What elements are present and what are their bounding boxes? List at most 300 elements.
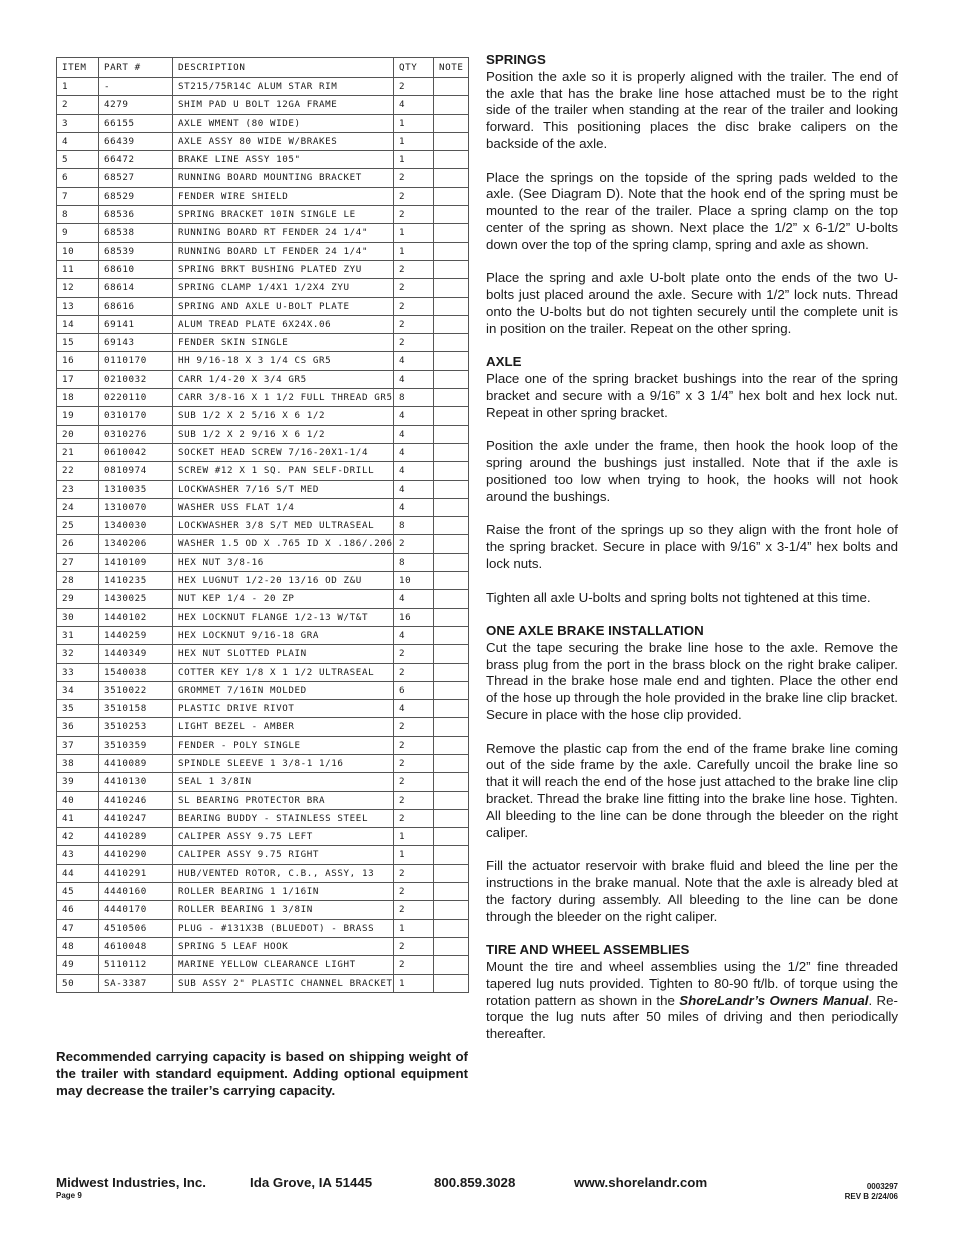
cell-quantity: 1 (394, 846, 434, 864)
cell-quantity: 2 (394, 883, 434, 901)
table-row (57, 389, 469, 407)
footer-city: Ida Grove, IA 51445 (250, 1175, 373, 1190)
cell-item-number: 35 (57, 700, 99, 718)
cell-part-number: 1430025 (99, 590, 173, 608)
table-row (57, 956, 469, 974)
cell-description: HEX NUT SLOTTED PLAIN (173, 645, 394, 663)
cell-quantity: 2 (394, 187, 434, 205)
cell-note (434, 297, 469, 315)
cell-description: SUB ASSY 2" PLASTIC CHANNEL BRACKET (173, 974, 394, 992)
table-row (57, 754, 469, 772)
table-row (57, 883, 469, 901)
cell-item-number: 10 (57, 242, 99, 260)
cell-quantity: 2 (394, 206, 434, 224)
axle-paragraph-3: Raise the front of the springs up so they align with the front hole of the spring bracket. Secure in place with 9/16” x 3-1/4” hex bolts and lock nuts. (486, 522, 898, 571)
table-row (57, 114, 469, 132)
cell-part-number: 4440170 (99, 901, 173, 919)
table-row (57, 608, 469, 626)
cell-item-number: 40 (57, 791, 99, 809)
cell-note (434, 315, 469, 333)
carrying-capacity-note: Recommended carrying capacity is based on shipping weight of the trailer with standard equipment. Adding optional equipment may decrease the trailer’s carrying capacity. (56, 1049, 468, 1098)
brake-paragraph-3: Fill the actuator reservoir with brake fluid and bleed the line per the instructions in the brake manual. Note that the axle is already bled at the factory during assembly. All bleeding to the line can be done through the bleeder on the right caliper. (486, 858, 898, 924)
header-qty: QTY (394, 58, 434, 78)
cell-note (434, 498, 469, 516)
cell-quantity: 2 (394, 773, 434, 791)
brake-installation-heading: ONE AXLE BRAKE INSTALLATION (486, 623, 704, 639)
cell-description: SPRING AND AXLE U-BOLT PLATE (173, 297, 394, 315)
cell-description: LIGHT BEZEL - AMBER (173, 718, 394, 736)
table-row (57, 663, 469, 681)
table-row (57, 864, 469, 882)
cell-item-number: 43 (57, 846, 99, 864)
cell-note (434, 791, 469, 809)
cell-note (434, 828, 469, 846)
cell-description: FENDER WIRE SHIELD (173, 187, 394, 205)
table-row (57, 78, 469, 96)
cell-description: SUB 1/2 X 2 9/16 X 6 1/2 (173, 425, 394, 443)
table-row (57, 974, 469, 992)
cell-note (434, 206, 469, 224)
cell-part-number: 3510359 (99, 736, 173, 754)
cell-item-number: 20 (57, 425, 99, 443)
cell-quantity: 2 (394, 754, 434, 772)
cell-description: HH 9/16-18 X 3 1/4 CS GR5 (173, 352, 394, 370)
cell-description: SOCKET HEAD SCREW 7/16-20X1-1/4 (173, 443, 394, 461)
cell-quantity: 2 (394, 956, 434, 974)
cell-note (434, 334, 469, 352)
cell-description: BRAKE LINE ASSY 105" (173, 151, 394, 169)
cell-item-number: 22 (57, 462, 99, 480)
tire-text-start: Mount the tire and wheel assemblies using the 1/2” fine threaded tapered lug nuts provided. Tighten to 80-90 ft/lb. of torque using the rotation pattern as shown in the (486, 959, 898, 1008)
cell-note (434, 517, 469, 535)
cell-quantity: 2 (394, 279, 434, 297)
cell-item-number: 27 (57, 553, 99, 571)
cell-part-number: 68536 (99, 206, 173, 224)
axle-paragraph-4: Tighten all axle U-bolts and spring bolts not tightened at this time. (486, 589, 871, 605)
cell-description: AXLE WMENT (80 WIDE) (173, 114, 394, 132)
header-part-number: PART # (99, 58, 173, 78)
cell-description: RUNNING BOARD MOUNTING BRACKET (173, 169, 394, 187)
cell-part-number: 3510253 (99, 718, 173, 736)
cell-part-number: 0110170 (99, 352, 173, 370)
cell-note (434, 718, 469, 736)
table-row (57, 443, 469, 461)
cell-note (434, 187, 469, 205)
cell-note (434, 956, 469, 974)
cell-item-number: 17 (57, 370, 99, 388)
cell-part-number: 68610 (99, 260, 173, 278)
cell-note (434, 681, 469, 699)
cell-item-number: 49 (57, 956, 99, 974)
cell-quantity: 2 (394, 315, 434, 333)
cell-quantity: 8 (394, 389, 434, 407)
table-row (57, 224, 469, 242)
cell-item-number: 41 (57, 809, 99, 827)
cell-quantity: 4 (394, 425, 434, 443)
cell-description: SUB 1/2 X 2 5/16 X 6 1/2 (173, 407, 394, 425)
cell-description: HEX NUT 3/8-16 (173, 553, 394, 571)
cell-part-number: 4610048 (99, 937, 173, 955)
cell-part-number: 1540038 (99, 663, 173, 681)
brake-paragraph-1: Cut the tape securing the brake line hose to the axle. Remove the brass plug from the port in the brass block on the right brake caliper. Thread in the brake hose male end and tighten. Place the other end of the hose up through the hole provided in the brake line clip bracket. Secure in place with the hose clip provided. (486, 639, 898, 723)
cell-quantity: 2 (394, 169, 434, 187)
instructions-column (486, 52, 898, 1060)
cell-quantity: 6 (394, 681, 434, 699)
cell-note (434, 132, 469, 150)
table-row (57, 572, 469, 590)
table-row (57, 773, 469, 791)
cell-item-number: 11 (57, 260, 99, 278)
cell-item-number: 18 (57, 389, 99, 407)
owners-manual-title: ShoreLandr’s Owners Manual (679, 992, 869, 1008)
cell-item-number: 15 (57, 334, 99, 352)
brake-paragraph-2: Remove the plastic cap from the end of the frame brake line coming out of the side frame by the axle. Carefully uncoil the brake line so that it will reach the end of the hose just attached to the brake line clip bracket. Thread the brake line fitting into the brake line hose. Tighten. All bleeding to the line can be done through the bleeder on the right caliper. (486, 740, 898, 840)
cell-quantity: 2 (394, 718, 434, 736)
table-row (57, 206, 469, 224)
footer-document-number: 0003297 (866, 1182, 898, 1191)
table-row (57, 370, 469, 388)
cell-note (434, 883, 469, 901)
cell-note (434, 553, 469, 571)
cell-description: HUB/VENTED ROTOR, C.B., ASSY, 13 (173, 864, 394, 882)
cell-item-number: 14 (57, 315, 99, 333)
cell-part-number: - (99, 78, 173, 96)
cell-part-number: 4279 (99, 96, 173, 114)
cell-part-number: 68529 (99, 187, 173, 205)
cell-part-number: 4510506 (99, 919, 173, 937)
cell-part-number: 1310070 (99, 498, 173, 516)
springs-paragraph-2: Place the springs on the topside of the spring pads welded to the axle. (See Diagram D). Note that the hook end of the spring must be mounted to the rear of the trailer. Place a spring clamp on the top center of the spring as shown. Next place the 1/2” x 6-1/2” U-bolts down over the top of the spring clamp, spring and axle as shown. (486, 169, 898, 252)
cell-note (434, 809, 469, 827)
cell-quantity: 2 (394, 78, 434, 96)
cell-part-number: 4410289 (99, 828, 173, 846)
cell-note (434, 443, 469, 461)
cell-note (434, 279, 469, 297)
cell-note (434, 260, 469, 278)
cell-quantity: 2 (394, 809, 434, 827)
cell-note (434, 462, 469, 480)
cell-quantity: 1 (394, 974, 434, 992)
cell-part-number: SA-3387 (99, 974, 173, 992)
footer-company: Midwest Industries, Inc. (56, 1175, 206, 1190)
cell-description: GROMMET 7/16IN MOLDED (173, 681, 394, 699)
cell-item-number: 34 (57, 681, 99, 699)
cell-part-number: 1440102 (99, 608, 173, 626)
springs-paragraph-1: Position the axle so it is properly aligned with the trailer. The end of the axle that has the brake line hose attached must be to the right side of the trailer when standing at the rear of the trailer and looking forward. This positioning places the disc brake calipers on the backside of the axle. (486, 68, 898, 151)
table-row (57, 187, 469, 205)
cell-note (434, 700, 469, 718)
cell-quantity: 8 (394, 553, 434, 571)
cell-item-number: 31 (57, 626, 99, 644)
cell-description: RUNNING BOARD RT FENDER 24 1/4" (173, 224, 394, 242)
cell-note (434, 96, 469, 114)
cell-note (434, 425, 469, 443)
cell-item-number: 8 (57, 206, 99, 224)
cell-description: WASHER USS FLAT 1/4 (173, 498, 394, 516)
cell-note (434, 846, 469, 864)
cell-quantity: 10 (394, 572, 434, 590)
cell-item-number: 36 (57, 718, 99, 736)
cell-part-number: 0310170 (99, 407, 173, 425)
cell-quantity: 1 (394, 242, 434, 260)
table-row (57, 718, 469, 736)
cell-quantity: 4 (394, 498, 434, 516)
cell-note (434, 901, 469, 919)
table-row (57, 96, 469, 114)
cell-quantity: 1 (394, 828, 434, 846)
cell-item-number: 3 (57, 114, 99, 132)
cell-description: WASHER 1.5 OD X .765 ID X .186/.206 (173, 535, 394, 553)
cell-note (434, 663, 469, 681)
cell-quantity: 1 (394, 224, 434, 242)
table-row (57, 626, 469, 644)
cell-note (434, 352, 469, 370)
cell-quantity: 2 (394, 864, 434, 882)
cell-description: ROLLER BEARING 1 3/8IN (173, 901, 394, 919)
cell-description: ALUM TREAD PLATE 6X24X.06 (173, 315, 394, 333)
springs-heading: SPRINGS (486, 52, 546, 67)
cell-note (434, 169, 469, 187)
tire-wheel-heading: TIRE AND WHEEL ASSEMBLIES (486, 942, 690, 958)
table-row (57, 919, 469, 937)
cell-item-number: 29 (57, 590, 99, 608)
cell-quantity: 4 (394, 700, 434, 718)
cell-note (434, 645, 469, 663)
cell-part-number: 69141 (99, 315, 173, 333)
cell-note (434, 242, 469, 260)
cell-quantity: 2 (394, 535, 434, 553)
page-footer (56, 1175, 898, 1215)
cell-part-number: 3510158 (99, 700, 173, 718)
cell-note (434, 919, 469, 937)
cell-part-number: 1340206 (99, 535, 173, 553)
cell-description: HEX LUGNUT 1/2-20 13/16 OD Z&U (173, 572, 394, 590)
cell-description: MARINE YELLOW CLEARANCE LIGHT (173, 956, 394, 974)
cell-part-number: 0610042 (99, 443, 173, 461)
cell-quantity: 1 (394, 132, 434, 150)
cell-description: BEARING BUDDY - STAINLESS STEEL (173, 809, 394, 827)
cell-part-number: 1340030 (99, 517, 173, 535)
cell-note (434, 407, 469, 425)
cell-quantity: 1 (394, 151, 434, 169)
cell-note (434, 590, 469, 608)
cell-part-number: 1310035 (99, 480, 173, 498)
cell-description: SHIM PAD U BOLT 12GA FRAME (173, 96, 394, 114)
cell-item-number: 19 (57, 407, 99, 425)
cell-quantity: 4 (394, 407, 434, 425)
cell-part-number: 4410247 (99, 809, 173, 827)
cell-note (434, 608, 469, 626)
footer-revision: REV B 2/24/06 (844, 1192, 898, 1201)
cell-description: CALIPER ASSY 9.75 RIGHT (173, 846, 394, 864)
axle-paragraph-1: Place one of the spring bracket bushings into the rear of the spring bracket and secure with a 9/16” x 3 1/4” hex bolt and hex lock nut. Repeat in other spring bracket. (486, 371, 898, 420)
cell-quantity: 2 (394, 736, 434, 754)
cell-part-number: 4410290 (99, 846, 173, 864)
cell-quantity: 4 (394, 480, 434, 498)
table-row (57, 498, 469, 516)
cell-quantity: 2 (394, 297, 434, 315)
cell-description: LOCKWASHER 3/8 S/T MED ULTRASEAL (173, 517, 394, 535)
cell-item-number: 12 (57, 279, 99, 297)
cell-part-number: 4410291 (99, 864, 173, 882)
cell-description: COTTER KEY 1/8 X 1 1/2 ULTRASEAL (173, 663, 394, 681)
cell-quantity: 2 (394, 260, 434, 278)
cell-part-number: 4410246 (99, 791, 173, 809)
table-row (57, 407, 469, 425)
cell-description: FENDER - POLY SINGLE (173, 736, 394, 754)
cell-description: LOCKWASHER 7/16 S/T MED (173, 480, 394, 498)
cell-note (434, 572, 469, 590)
cell-quantity: 1 (394, 919, 434, 937)
cell-item-number: 42 (57, 828, 99, 846)
table-row (57, 169, 469, 187)
cell-item-number: 24 (57, 498, 99, 516)
cell-part-number: 1440349 (99, 645, 173, 663)
table-row (57, 535, 469, 553)
header-description: DESCRIPTION (173, 58, 394, 78)
header-item: ITEM (57, 58, 99, 78)
cell-description: SPRING BRKT BUSHING PLATED ZYU (173, 260, 394, 278)
cell-quantity: 4 (394, 462, 434, 480)
cell-part-number: 0810974 (99, 462, 173, 480)
table-row (57, 480, 469, 498)
cell-quantity: 1 (394, 114, 434, 132)
cell-item-number: 47 (57, 919, 99, 937)
cell-description: PLASTIC DRIVE RIVOT (173, 700, 394, 718)
cell-description: ST215/75R14C ALUM STAR RIM (173, 78, 394, 96)
cell-part-number: 4410130 (99, 773, 173, 791)
table-row (57, 334, 469, 352)
cell-quantity: 4 (394, 590, 434, 608)
cell-quantity: 2 (394, 791, 434, 809)
table-row (57, 736, 469, 754)
table-row (57, 315, 469, 333)
cell-description: CALIPER ASSY 9.75 LEFT (173, 828, 394, 846)
cell-note (434, 370, 469, 388)
cell-item-number: 13 (57, 297, 99, 315)
cell-note (434, 78, 469, 96)
cell-quantity: 4 (394, 352, 434, 370)
cell-part-number: 1440259 (99, 626, 173, 644)
cell-note (434, 389, 469, 407)
cell-quantity: 2 (394, 663, 434, 681)
table-row (57, 242, 469, 260)
table-row (57, 681, 469, 699)
cell-description: SPRING CLAMP 1/4X1 1/2X4 ZYU (173, 279, 394, 297)
footer-website: www.shorelandr.com (574, 1175, 708, 1190)
cell-description: SPRING 5 LEAF HOOK (173, 937, 394, 955)
cell-part-number: 4440160 (99, 883, 173, 901)
cell-description: PLUG - #131X3B (BLUEDOT) - BRASS (173, 919, 394, 937)
table-row (57, 809, 469, 827)
axle-heading: AXLE (486, 354, 522, 370)
springs-paragraph-3: Place the spring and axle U-bolt plate onto the ends of the two U-bolts just placed around the axle. Secure with 1/2” lock nuts. Thread onto the U-bolts but do not tighten securely until the complete unit is in position on the trailer. Repeat on the other spring. (486, 270, 898, 336)
cell-item-number: 39 (57, 773, 99, 791)
cell-item-number: 5 (57, 151, 99, 169)
cell-quantity: 4 (394, 370, 434, 388)
cell-quantity: 2 (394, 334, 434, 352)
cell-item-number: 16 (57, 352, 99, 370)
cell-item-number: 33 (57, 663, 99, 681)
tire-wheel-paragraph (486, 959, 898, 1043)
cell-description: AXLE ASSY 80 WIDE W/BRAKES (173, 132, 394, 150)
cell-part-number: 68616 (99, 297, 173, 315)
cell-description: NUT KEP 1/4 - 20 ZP (173, 590, 394, 608)
cell-part-number: 68614 (99, 279, 173, 297)
cell-note (434, 773, 469, 791)
cell-quantity: 2 (394, 901, 434, 919)
table-header-row (57, 58, 469, 78)
table-row (57, 132, 469, 150)
cell-part-number: 4410089 (99, 754, 173, 772)
header-note: NOTE (434, 58, 469, 78)
cell-note (434, 535, 469, 553)
cell-part-number: 69143 (99, 334, 173, 352)
cell-description: SPRING BRACKET 10IN SINGLE LE (173, 206, 394, 224)
cell-description: FENDER SKIN SINGLE (173, 334, 394, 352)
cell-item-number: 26 (57, 535, 99, 553)
parts-table-body (57, 78, 469, 993)
cell-description: HEX LOCKNUT 9/16-18 GRA (173, 626, 394, 644)
footer-page-number: Page 9 (56, 1191, 82, 1200)
cell-description: ROLLER BEARING 1 1/16IN (173, 883, 394, 901)
table-row (57, 937, 469, 955)
table-row (57, 645, 469, 663)
cell-item-number: 21 (57, 443, 99, 461)
table-row (57, 352, 469, 370)
cell-part-number: 66439 (99, 132, 173, 150)
cell-quantity: 4 (394, 626, 434, 644)
cell-item-number: 25 (57, 517, 99, 535)
cell-item-number: 37 (57, 736, 99, 754)
axle-paragraph-2: Position the axle under the frame, then hook the hook loop of the spring around the bushings just installed. Note that if the axle is positioned too low when trying to hook, the hooks will not hook around the bushings. (486, 438, 898, 504)
table-row (57, 279, 469, 297)
table-row (57, 151, 469, 169)
cell-item-number: 9 (57, 224, 99, 242)
cell-item-number: 4 (57, 132, 99, 150)
table-row (57, 553, 469, 571)
cell-description: SEAL 1 3/8IN (173, 773, 394, 791)
cell-quantity: 4 (394, 96, 434, 114)
table-row (57, 462, 469, 480)
cell-part-number: 66155 (99, 114, 173, 132)
cell-part-number: 68539 (99, 242, 173, 260)
cell-note (434, 480, 469, 498)
cell-part-number: 66472 (99, 151, 173, 169)
cell-description: CARR 3/8-16 X 1 1/2 FULL THREAD GR5 (173, 389, 394, 407)
cell-part-number: 0220110 (99, 389, 173, 407)
cell-item-number: 48 (57, 937, 99, 955)
cell-note (434, 864, 469, 882)
table-row (57, 828, 469, 846)
cell-note (434, 736, 469, 754)
cell-part-number: 68538 (99, 224, 173, 242)
cell-part-number: 0310276 (99, 425, 173, 443)
table-row (57, 425, 469, 443)
cell-description: HEX LOCKNUT FLANGE 1/2-13 W/T&T (173, 608, 394, 626)
cell-note (434, 626, 469, 644)
cell-item-number: 28 (57, 572, 99, 590)
cell-item-number: 30 (57, 608, 99, 626)
cell-item-number: 2 (57, 96, 99, 114)
parts-list-table (56, 57, 469, 993)
cell-description: CARR 1/4-20 X 3/4 GR5 (173, 370, 394, 388)
cell-note (434, 114, 469, 132)
cell-quantity: 4 (394, 443, 434, 461)
cell-note (434, 754, 469, 772)
tire-text-end: . Re-torque the lug nuts after 50 miles of driving and then periodically thereafter. (486, 992, 898, 1042)
cell-quantity: 2 (394, 937, 434, 955)
